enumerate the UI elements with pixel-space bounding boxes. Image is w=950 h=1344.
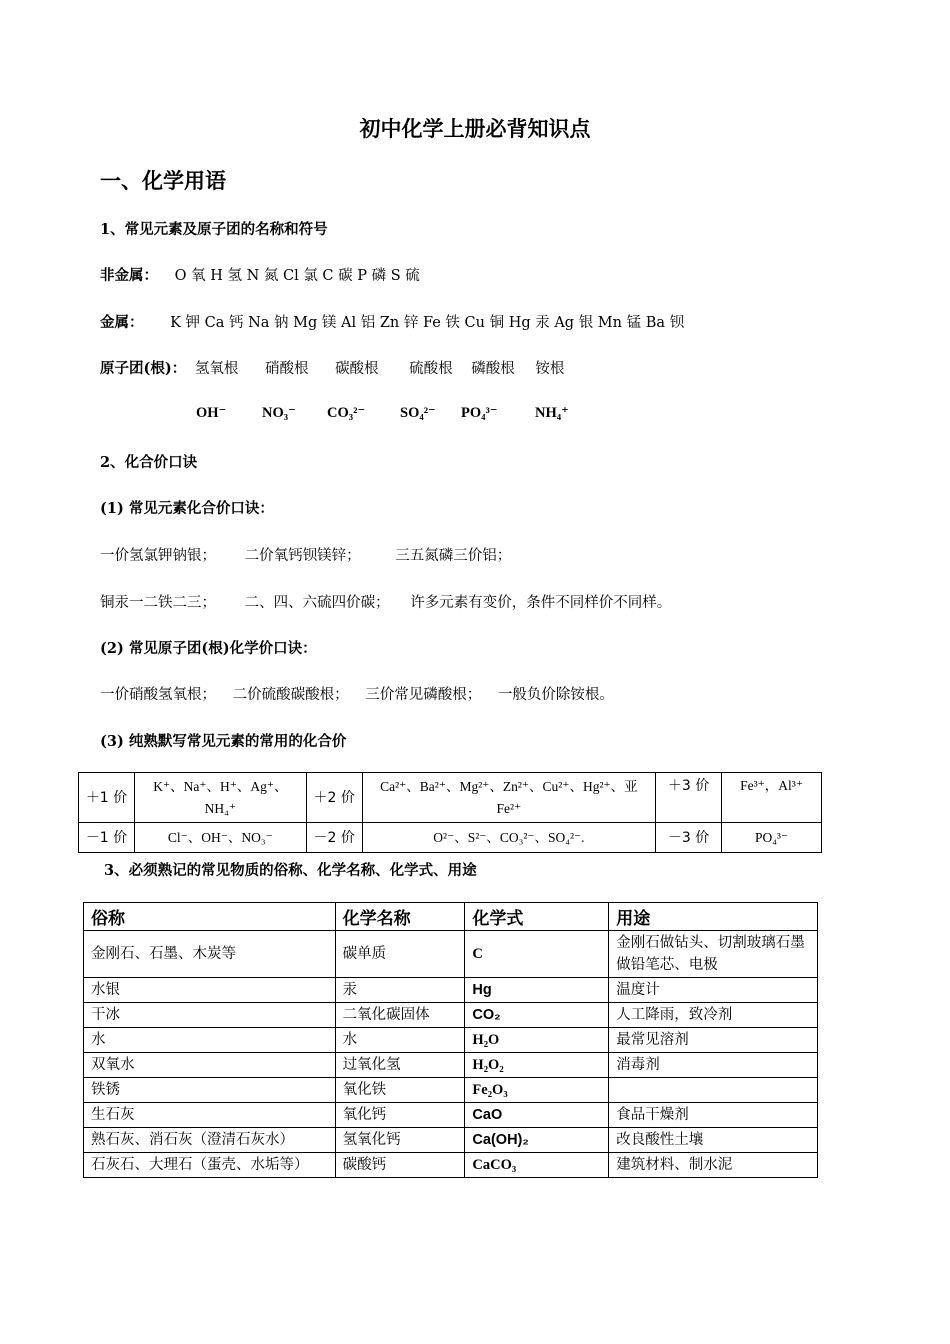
metal-line: [100, 311, 684, 332]
radical-symbol: SO₄²⁻: [400, 405, 436, 421]
common-name-cell: 铁锈: [84, 1078, 336, 1103]
use-cell: [609, 1078, 818, 1103]
chemical-name-cell: 汞: [335, 978, 465, 1003]
chemical-name-cell: 氧化铁: [335, 1078, 465, 1103]
formula-cell: CaO: [465, 1103, 609, 1128]
rhyme-phrase: 二、四、六硫四价碳；: [244, 595, 390, 611]
radical-symbol: NO₃⁻: [262, 405, 296, 421]
radical-symbol: CO₃²⁻: [327, 405, 366, 421]
common-name-cell: 水银: [84, 978, 336, 1003]
chemical-name-cell: 碳单质: [335, 931, 465, 978]
table-row: [84, 1003, 818, 1028]
rhyme1-line2: [100, 591, 671, 612]
rhyme2-heading: (2) 常见原子团(根)化学价口诀：: [100, 640, 317, 657]
table-row: [84, 978, 818, 1003]
common-name-cell: 金刚石、石墨、木炭等: [84, 931, 336, 978]
formula-cell: H₂O: [465, 1028, 609, 1053]
radical-symbol: OH⁻: [196, 405, 227, 421]
table-row: [84, 1128, 818, 1153]
nonmetal-text: O 氧 H 氢 N 氮 Cl 氯 C 碳 P 磷 S 硫: [174, 268, 420, 284]
radical-name: 碳酸根: [335, 361, 379, 377]
column-header: 化学名称: [335, 903, 465, 931]
rhyme-phrase: 三价常见磷酸根；: [365, 687, 482, 703]
use-cell: 改良酸性土壤: [609, 1128, 818, 1153]
use-cell: 建筑材料、制水泥: [609, 1153, 818, 1178]
radical-label: 原子团(根)：: [100, 360, 187, 377]
radical-name: 氢氧根: [194, 361, 239, 377]
table-row: [84, 1103, 818, 1128]
use-cell: 消毒剂: [609, 1053, 818, 1078]
rhyme1-heading: [100, 497, 274, 518]
formula-cell: CO₂: [465, 1003, 609, 1028]
valence-values: O²⁻、S²⁻、CO₃²⁻、SO₄²⁻.: [362, 823, 655, 853]
common-name-cell: 水: [84, 1028, 336, 1053]
chemical-name-cell: 二氧化碳固体: [335, 1003, 465, 1028]
nonmetal-line: [100, 264, 420, 285]
formula-cell: Ca(OH)₂: [465, 1128, 609, 1153]
use-cell: 最常见溶剂: [609, 1028, 818, 1053]
rhyme-phrase: 三五氮磷三价铝；: [395, 548, 512, 564]
table-header-row: [84, 903, 818, 931]
chemical-name-cell: 氢氧化钙: [335, 1128, 465, 1153]
valence-label: －1 价: [79, 823, 135, 853]
rhyme1-line1: [100, 544, 511, 565]
common-name-cell: 石灰石、大理石（蛋壳、水垢等）: [84, 1153, 336, 1178]
formula-cell: H₂O₂: [465, 1053, 609, 1078]
common-name-cell: 生石灰: [84, 1103, 336, 1128]
use-cell: 食品干燥剂: [609, 1103, 818, 1128]
valence-values: Cl⁻、OH⁻、NO₃⁻: [134, 823, 306, 853]
chemical-name-cell: 水: [335, 1028, 465, 1053]
use-cell: 温度计: [609, 978, 818, 1003]
table-row: [79, 823, 822, 853]
substance-table: [83, 902, 818, 1178]
valence-label: ＋2 价: [306, 773, 362, 823]
table-row: [84, 1153, 818, 1178]
table-row: [84, 1053, 818, 1078]
rhyme2-line: [100, 683, 614, 704]
rhyme-phrase: 二价氧钙钡镁锌；: [244, 548, 361, 564]
radical-symbol: NH₄⁺: [535, 405, 569, 421]
use-cell: 人工降雨，致冷剂: [609, 1003, 818, 1028]
table-row: [84, 1078, 818, 1103]
page-title: 初中化学上册必背知识点: [359, 116, 591, 141]
common-name-cell: 双氧水: [84, 1053, 336, 1078]
subsection-heading-elements: 1、常见元素及原子团的名称和符号: [100, 221, 328, 238]
use-cell: 金刚石做钻头、切割玻璃石墨做铅笔芯、电极: [609, 931, 818, 978]
formula-cell: C: [465, 931, 609, 978]
rhyme-phrase: 二价硫酸碳酸根；: [232, 687, 349, 703]
subsection-heading-substances: 3、必须熟记的常见物质的俗称、化学名称、化学式、用途: [104, 862, 477, 879]
rhyme-phrase: 一价硝酸氢氧根；: [100, 687, 216, 703]
valence-label: －2 价: [306, 823, 362, 853]
rhyme-phrase: 铜汞一二铁二三；: [100, 595, 216, 611]
radical-name: 硝酸根: [264, 361, 309, 377]
valence-label: ＋3 价: [656, 773, 722, 823]
rhyme-phrase: 许多元素有变价，条件不同样价不同样。: [410, 595, 672, 611]
common-name-cell: 熟石灰、消石灰（澄清石灰水）: [84, 1128, 336, 1153]
chemical-name-cell: 碳酸钙: [335, 1153, 465, 1178]
valence-values: K⁺、Na⁺、H⁺、Ag⁺、NH₄⁺: [134, 773, 306, 823]
formula-cell: CaCO₃: [465, 1153, 609, 1178]
rhyme1-heading-text: (1) 常见元素化合价口诀：: [100, 500, 274, 517]
radical-name: 磷酸根: [471, 361, 515, 377]
radical-symbol: PO₄³⁻: [461, 405, 498, 421]
column-header: 用途: [609, 903, 818, 931]
rhyme-phrase: 一价氢氯钾钠银；: [100, 548, 216, 564]
table-row: [84, 931, 818, 978]
column-header: 化学式: [465, 903, 609, 931]
metal-text: K 钾 Ca 钙 Na 钠 Mg 镁 Al 铝 Zn 锌 Fe 铁 Cu 铜 Hg 汞 Ag 银 Mn 锰 Ba 钡: [170, 315, 685, 331]
table-row: [84, 1028, 818, 1053]
formula-cell: Fe₂O₃: [465, 1078, 609, 1103]
formula-cell: Hg: [465, 978, 609, 1003]
radical-name: 铵根: [535, 361, 565, 377]
valence-values: Fe³⁺，Al³⁺: [722, 773, 822, 823]
chemical-name-cell: 过氧化氢: [335, 1053, 465, 1078]
valence-values: Ca²⁺、Ba²⁺、Mg²⁺、Zn²⁺、Cu²⁺、Hg²⁺、亚 Fe²⁺: [362, 773, 655, 823]
chemical-name-cell: 氧化钙: [335, 1103, 465, 1128]
rhyme-phrase: 一般负价除铵根。: [497, 687, 614, 703]
valence-values: PO₄³⁻: [722, 823, 822, 853]
subsection-heading-valence: 2、化合价口诀: [100, 454, 198, 471]
column-header: 俗称: [84, 903, 336, 931]
valence-label: ＋1 价: [79, 773, 135, 823]
rhyme3-heading: (3) 纯熟默写常见元素的常用的化合价: [100, 733, 347, 750]
valence-table: [78, 772, 822, 853]
metal-label: 金属：: [100, 314, 144, 331]
nonmetal-label: 非金属：: [100, 267, 158, 284]
radical-names-line: [100, 357, 564, 378]
common-name-cell: 干冰: [84, 1003, 336, 1028]
radical-name: 硫酸根: [409, 361, 453, 377]
valence-label: －3 价: [656, 823, 722, 853]
section-heading-chemical-terms: 一、化学用语: [100, 168, 226, 193]
table-row: [79, 773, 822, 823]
